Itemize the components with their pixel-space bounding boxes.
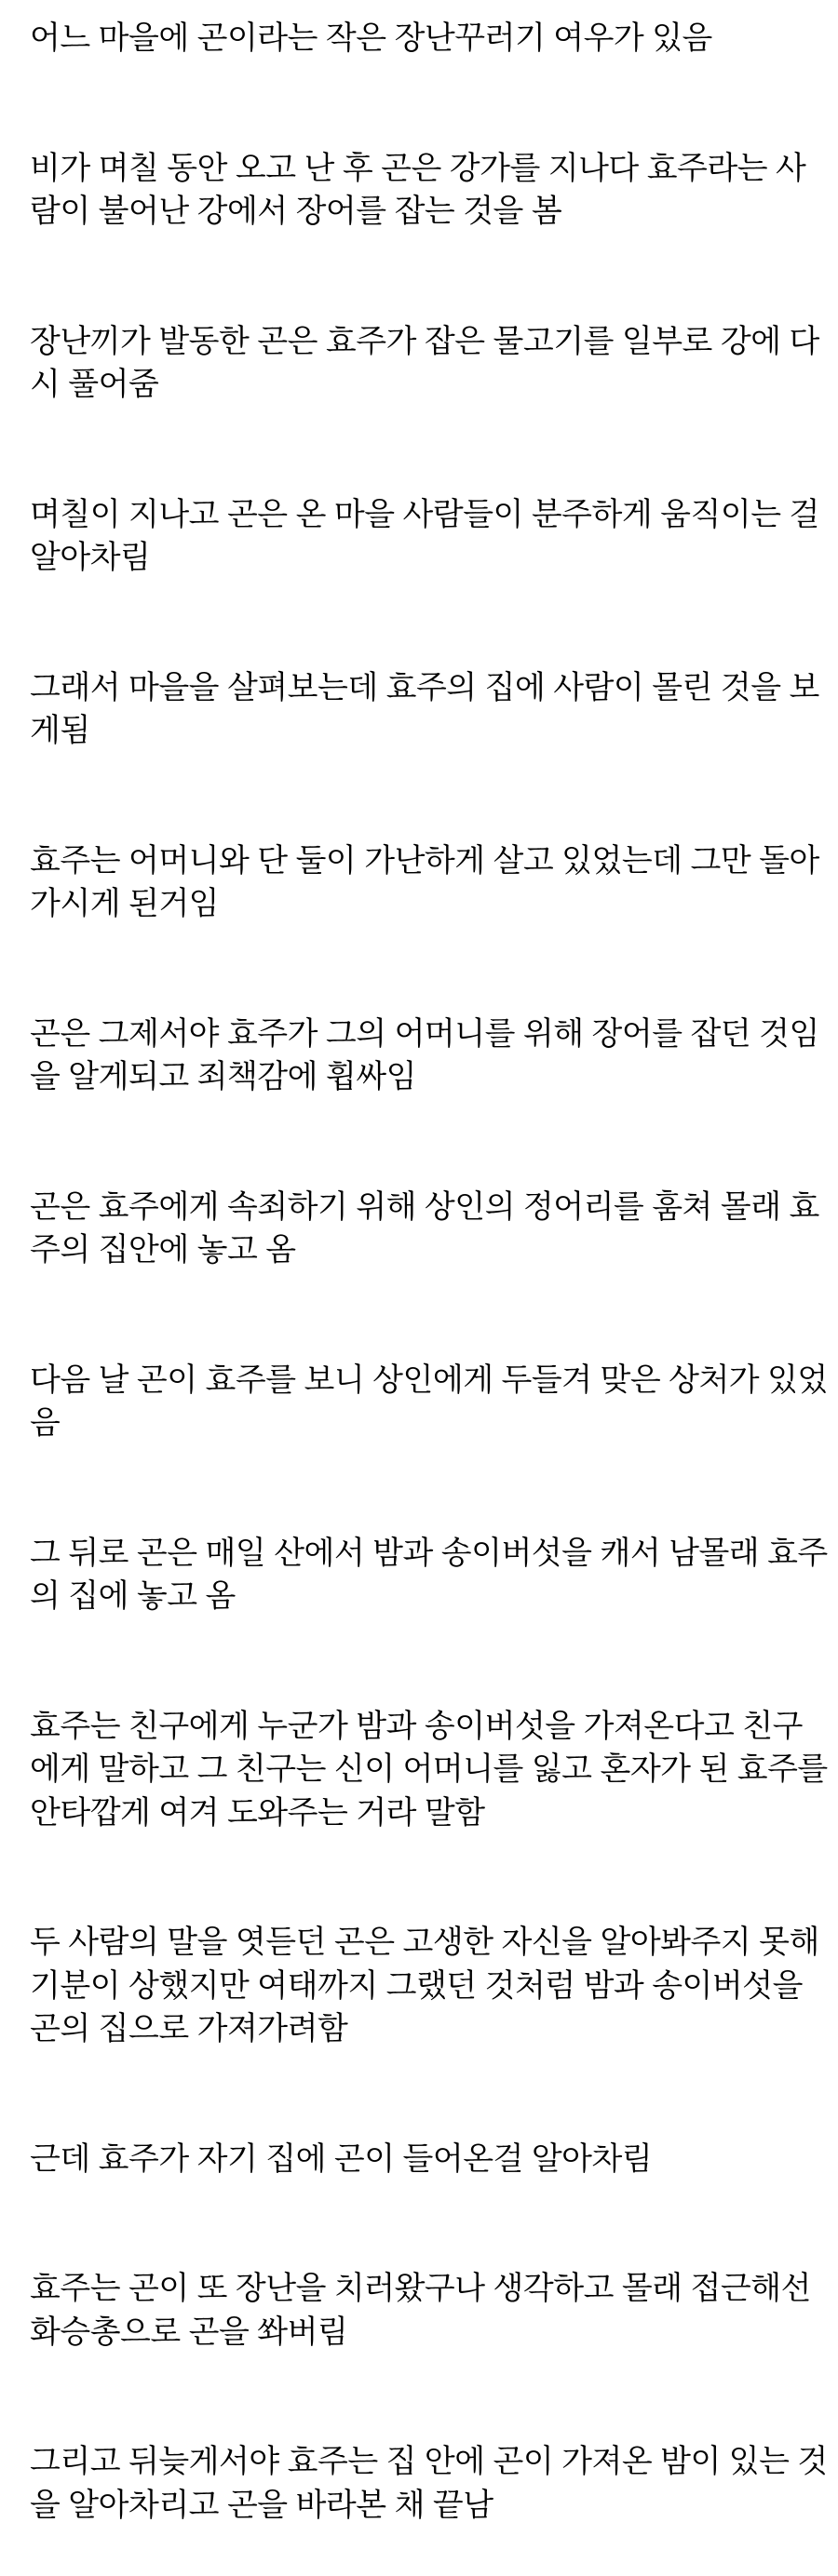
story-paragraph (30, 147, 821, 234)
story-line: 게됨 (30, 713, 90, 748)
story-line: 근데 효주가 자기 집에 곤이 들어온걸 알아차림 (30, 2140, 653, 2177)
story-line: 곤은 효주에게 속죄하기 위해 상인의 정어리를 훔쳐 몰래 효 (30, 1188, 819, 1225)
story-line: 어느 마을에 곤이라는 작은 장난꾸러기 여우가 있음 (30, 20, 712, 56)
story-line: 그리고 뒤늦게서야 효주는 집 안에 곤이 가져온 밤이 있는 것 (30, 2444, 828, 2479)
story-line: 그래서 마을을 살펴보는데 효주의 집에 사람이 몰린 것을 보 (30, 669, 819, 705)
story-line: 안타깝게 여겨 도와주는 거라 말함 (30, 1794, 485, 1831)
story-line: 을 알아차리고 곤을 바라본 채 끝남 (30, 2487, 493, 2523)
story-paragraph (30, 320, 821, 407)
story-paragraph (30, 17, 821, 60)
story-line: 을 알게되고 죄책감에 휩싸임 (30, 1059, 416, 1094)
story-line: 그 뒤로 곤은 매일 산에서 밤과 송이버섯을 캐서 남몰래 효주 (30, 1535, 828, 1571)
story-line: 곤은 그제서야 효주가 그의 어머니를 위해 장어를 잡던 것임 (30, 1015, 819, 1052)
story-paragraph (30, 493, 821, 580)
story-line: 알아차림 (30, 540, 151, 575)
story-paragraph (30, 2138, 821, 2181)
story-line: 비가 며칠 동안 오고 난 후 곤은 강가를 지나다 효주라는 사 (30, 150, 806, 186)
story-line: 두 사람의 말을 엿듣던 곤은 고생한 자신을 알아봐주지 못해 (30, 1925, 819, 1960)
story-paragraph (30, 666, 821, 753)
story-line: 곤의 집으로 가져가려함 (30, 2011, 348, 2046)
story-paragraph (30, 839, 821, 926)
story-line: 며칠이 지나고 곤은 온 마을 사람들이 분주하게 움직이는 걸 (30, 496, 819, 532)
story-line: 주의 집안에 놓고 옴 (30, 1232, 296, 1268)
story-line: 가시게 된거임 (30, 886, 220, 921)
story-line: 효주는 친구에게 누군가 밤과 송이버섯을 가져온다고 친구 (30, 1708, 803, 1744)
story-line: 에게 말하고 그 친구는 신이 어머니를 잃고 혼자가 된 효주를 (30, 1751, 828, 1787)
story-line: 효주는 어머니와 단 둘이 가난하게 살고 있었는데 그만 돌아 (30, 842, 819, 879)
story-paragraph (30, 2267, 821, 2354)
story-paragraph (30, 1532, 828, 1618)
story-line: 시 풀어줌 (30, 367, 159, 402)
story-line: 다음 날 곤이 효주를 보니 상인에게 두들겨 맞은 상처가 있었 (30, 1362, 828, 1398)
story-line: 의 집에 놓고 옴 (30, 1578, 236, 1614)
story-paragraph (30, 1186, 821, 1272)
story-line: 음 (30, 1405, 61, 1441)
story-line: 화승총으로 곤을 쏴버림 (30, 2314, 348, 2350)
story-paragraph (30, 1013, 821, 1099)
story-paragraph (30, 1359, 828, 1445)
story-paragraph (30, 1705, 828, 1835)
story-line: 효주는 곤이 또 장난을 치러왔구나 생각하고 몰래 접근해선 (30, 2271, 811, 2306)
story-paragraph (30, 2440, 828, 2527)
story-line: 람이 불어난 강에서 장어를 잡는 것을 봄 (30, 194, 562, 229)
story-line: 장난끼가 발동한 곤은 효주가 잡은 물고기를 일부로 강에 다 (30, 323, 819, 359)
story-paragraph (30, 1921, 821, 2051)
story-line: 기분이 상했지만 여태까지 그랬던 것처럼 밤과 송이버섯을 (30, 1967, 803, 2004)
